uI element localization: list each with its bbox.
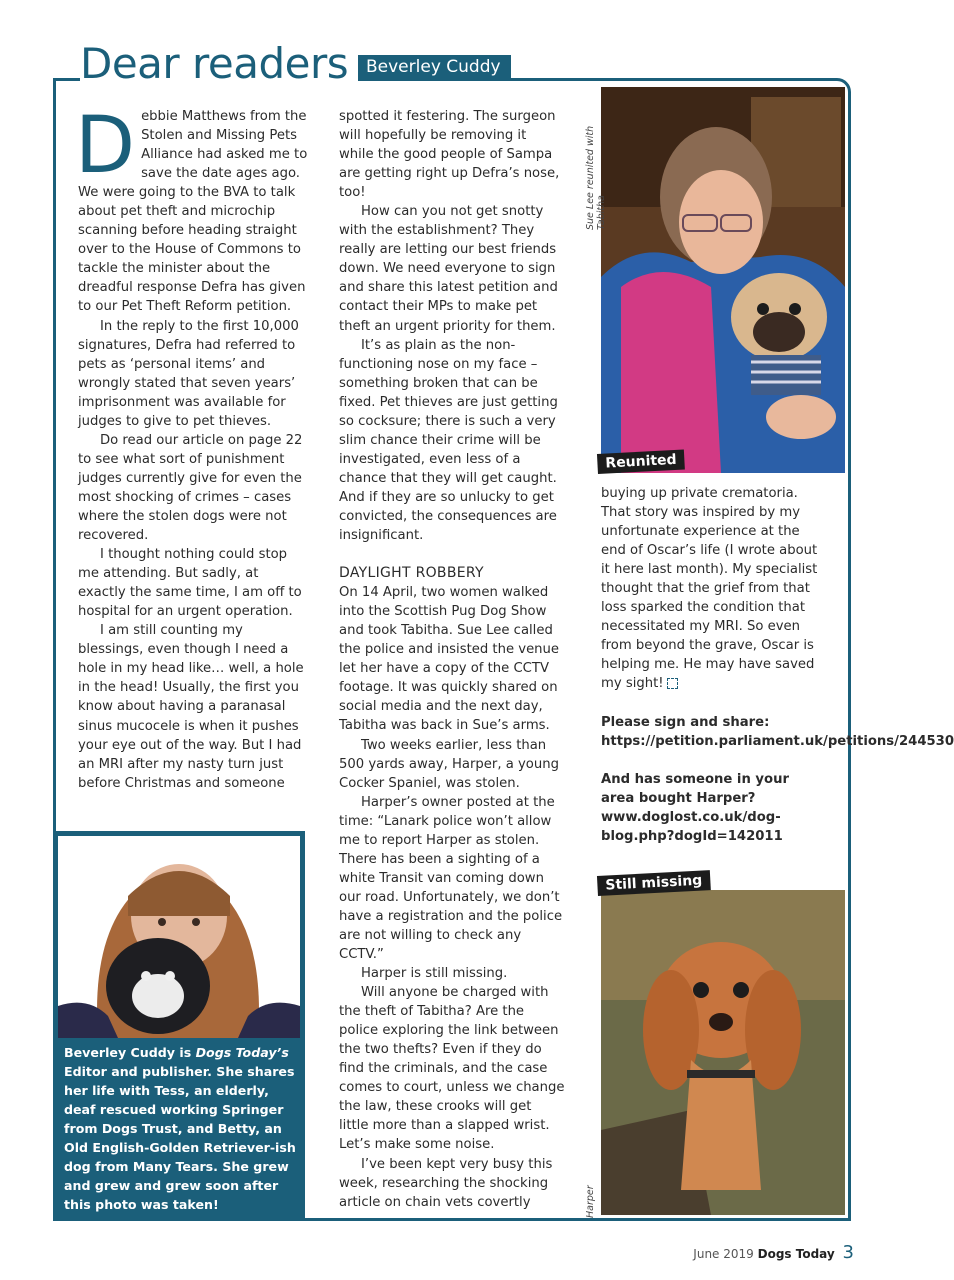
article-column-2: [339, 107, 565, 1212]
end-mark-icon: [667, 678, 678, 689]
bio-text: Editor and publisher. She shares her life with Tess, an elderly, deaf rescued working Springer from Dogs Trust, and Betty, an Old English-Golden Retriever-ish dog from Many Tears. She grew and grew and grew soon after this photo was taken!: [64, 1064, 296, 1212]
paragraph: spotted it festering. The surgeon will hopefully be removing it while the good people of Sampa are getting right up Defra’s nose, too!: [339, 109, 560, 201]
paragraph: buying up private crematoria. That story was inspired by my unfortunate experience at the end of Oscar’s life (I wrote about it here last month). My specialist thought that the grief from that loss sparked the condition that necessitated my MRI. So even from beyond the grave, Oscar is helping me. He may have saved my sight!: [601, 486, 818, 692]
article-column-3: [601, 484, 954, 846]
paragraph: Harper is still missing.: [361, 966, 508, 982]
paragraph: In the reply to the first 10,000 signatures, Defra had referred to pets as ‘personal items’ and wrongly stated that seven years’ imprisonment was available for judges to give to pet thieves.: [78, 318, 299, 429]
paragraph: Do read our article on page 22 to see what sort of punishment judges currently give for even the most shocking of crimes – cases where the stolen dogs were not recovered.: [78, 432, 303, 544]
paragraph: How can you not get snotty with the establishment? They really are letting our best friends down. We need everyone to sign and share this latest petition and contact their MPs to make pet theft an urgent priority for them.: [339, 204, 558, 334]
article-column-1: [75, 101, 308, 793]
paragraph: Harper’s owner posted at the time: “Lanark police won’t allow me to report Harper as stolen. There has been a sighting of a white Transit van coming down our road. Unfortunately, we don’t have a registration and the police are not willing to check any CCTV.”: [339, 794, 563, 963]
page-footer: [693, 1242, 854, 1263]
photo-credit: Sue Lee reunited with Tabitha: [585, 125, 607, 230]
page-title: Dear readers: [80, 36, 358, 92]
paragraph: I thought nothing could stop me attending. But sadly, at exactly the same time, I am off to hospital for an urgent operation.: [78, 547, 302, 620]
paragraph: It’s as plain as the non-functioning nose on my face – something broken that can be fixed. Pet thieves are just getting so cocksure; there is such a very slim chance their crime will be investigated, even less of a chance that they will get caught. And if they are so unlucky to get convicted, the consequences are insignificant.: [339, 337, 558, 544]
footer-magazine: Dogs Today: [757, 1247, 835, 1261]
paragraph: On 14 April, two women walked into the Scottish Pug Dog Show and took Tabitha. Sue Lee called the police and insisted the venue let her have a copy of the CCTV footage. It was quickly shared on social media and the next day, Tabitha was back in Sue’s arms.: [339, 585, 560, 734]
paragraph: ebbie Matthews from the Stolen and Missing Pets Alliance had asked me to save the date ages ago. We were going to the BVA to talk about pet theft and microchip scanning before heading straight over to the House of Commons to tackle the minister about the dreadful response Defra has given to our Pet Theft Reform petition.: [78, 109, 308, 315]
photo-credit: Harper: [585, 1185, 596, 1218]
call-to-action-petition: Please sign and share: https://petition.parliament.uk/petitions/244530: [601, 714, 954, 749]
paragraph: I’ve been kept very busy this week, researching the shocking article on chain vets covertly: [339, 1156, 553, 1210]
footer-date: June 2019: [693, 1247, 754, 1261]
photo-tag-still-missing: Still missing: [597, 870, 711, 896]
page-number: 3: [842, 1242, 854, 1263]
author-photo: [58, 836, 300, 1038]
call-to-action-doglost: And has someone in your area bought Harper? www.doglost.co.uk/dog-blog.php?dogId=142011: [601, 771, 789, 844]
byline: Beverley Cuddy: [358, 55, 511, 80]
paragraph: I am still counting my blessings, even though I need a hole in my head like… well, a hole in the head! Usually, the first you know about having a paranasal sinus mucocele is when it pushes your eye out of the way. But I had an MRI after my nasty turn just before Christmas and someone: [78, 623, 304, 791]
author-bio: [64, 1043, 296, 1214]
drop-cap: D: [75, 101, 136, 191]
paragraph: Will anyone be charged with the theft of Tabitha? Are the police exploring the link between the two thefts? Even if they do find the criminals, and the case comes to court, unless we change the law, these crooks will get little more than a slapped wrist. Let’s make some noise.: [339, 985, 565, 1153]
photo-sue-and-tabitha: [601, 87, 845, 473]
bio-text: Beverley Cuddy is: [64, 1045, 196, 1060]
photo-harper: [601, 890, 845, 1215]
photo-tag-reunited: Reunited: [597, 449, 685, 474]
subheading: DAYLIGHT ROBBERY: [339, 565, 484, 582]
paragraph: Two weeks earlier, less than 500 yards away, Harper, a young Cocker Spaniel, was stolen.: [339, 737, 559, 791]
bio-magazine-name: Dogs Today’s: [195, 1045, 289, 1060]
